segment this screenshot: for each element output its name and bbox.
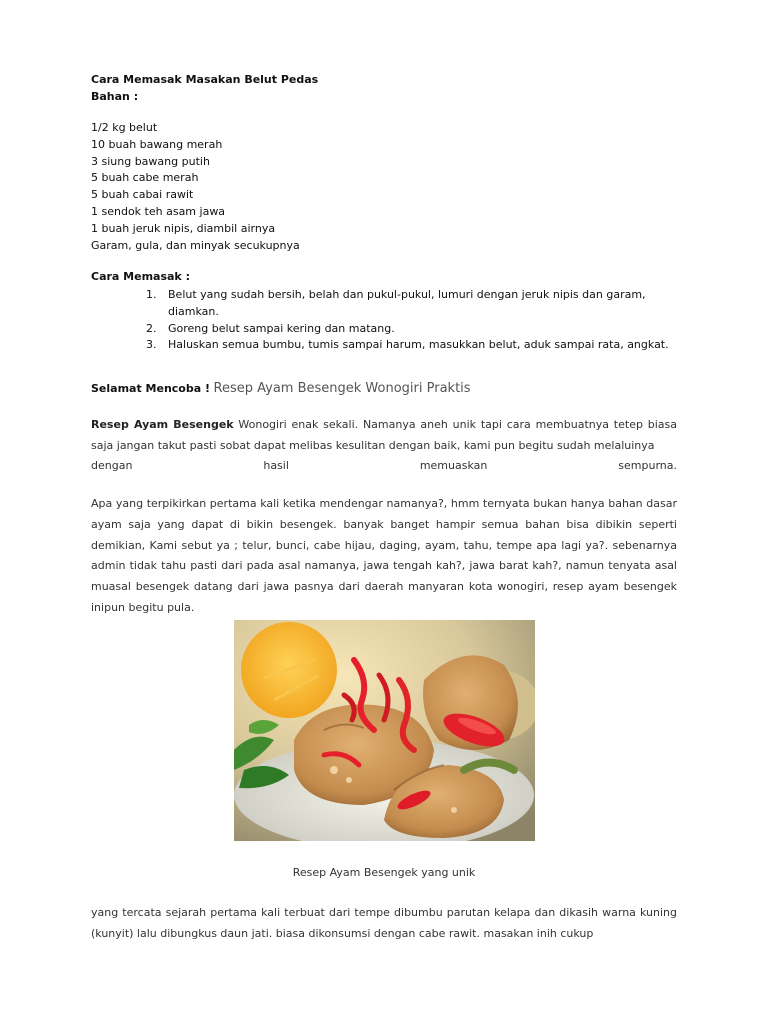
step-item xyxy=(91,337,681,354)
origin-paragraph: yang tercata sejarah pertama kali terbuat dari tempe dibumbu parutan kelapa dan dikasih warna kuning (kunyit) lalu dibungkus daun jati. biasa dikonsumsi dengan cabe rawit. masakan inih cukup xyxy=(91,906,677,940)
steps-list xyxy=(91,287,681,354)
step-item xyxy=(91,321,681,338)
ingredient-item: 1/2 kg belut xyxy=(91,121,158,134)
ingredient-item: 1 buah jeruk nipis, diambil airnya xyxy=(91,221,276,235)
photo-caption: Resep Ayam Besengek yang unik xyxy=(292,866,476,879)
intro-word: sempurna. xyxy=(618,459,677,473)
bahan-label: Bahan : xyxy=(91,90,139,103)
recipe1-title: Cara Memasak Masakan Belut Pedas xyxy=(91,73,319,86)
recipe1-heading xyxy=(91,71,318,105)
step-text: Haluskan semua bumbu, tumis sampai harum, masukkan belut, aduk sampai rata, angkat. xyxy=(168,338,669,352)
intro-lead: Resep Ayam Besengek xyxy=(91,418,234,431)
intro-word: dengan xyxy=(91,459,133,473)
ingredient-item: 5 buah cabe merah xyxy=(91,171,199,185)
ingredient-item: Garam, gula, dan minyak secukupnya xyxy=(91,238,300,252)
step-number: 2. xyxy=(146,321,157,335)
step-text: Belut yang sudah bersih, belah dan pukul-pukul, lumuri dengan jeruk nipis dan garam, diamkan. xyxy=(168,288,646,318)
intro-word: hasil xyxy=(263,459,289,473)
step-number: 1. xyxy=(146,288,157,301)
history-paragraph: Apa yang terpikirkan pertama kali ketika mendengar namanya?, hmm ternyata bukan hanya bahan dasar ayam saja yang dapat di bikin besengek. banyak banget hampir semua bahan bisa dibikin seperti demikian, Kami sebut ya ; telur, bunci, cabe hijau, daging, ayam, tahu, tempe apa lagi ya?. sebenarnya admin tidak tahu pasti dari pada asal namanya, jawa tengah kah?, jawa barat kah?, namun tenyata asal muasal besengek datang dari jawa pasnya dari daerah manyaran kota wonogiri, resep ayam besengek inipun begitu pula. xyxy=(91,497,677,614)
ingredient-item: 3 siung bawang putih xyxy=(91,154,210,168)
ingredient-item: 5 buah cabai rawit xyxy=(91,188,194,202)
closing-line xyxy=(91,381,471,396)
steps-label: Cara Memasak : xyxy=(91,270,190,283)
ayam-besengek-photo xyxy=(234,620,535,841)
intro-paragraph xyxy=(91,415,677,477)
intro-last-line xyxy=(91,456,677,477)
recipe2-heading[interactable]: Resep Ayam Besengek Wonogiri Praktis xyxy=(213,381,471,396)
step-number: 3. xyxy=(146,338,157,352)
ingredient-item: 1 sendok teh asam jawa xyxy=(91,204,226,218)
intro-text: Wonogiri enak sekali. Namanya aneh unik tapi cara membuatnya tetep biasa saja jangan takut pasti sobat dapat melibas kesulitan dengan baik, kami pun begitu sudah melaluinya xyxy=(91,418,677,452)
step-item xyxy=(91,287,681,321)
ingredient-item: 10 buah bawang merah xyxy=(91,137,223,151)
food-photo-illustration xyxy=(234,620,535,841)
intro-word: memuaskan xyxy=(419,459,488,473)
ingredients-list xyxy=(91,120,300,254)
closing-text: Selamat Mencoba ! xyxy=(91,382,211,395)
step-text: Goreng belut sampai kering dan matang. xyxy=(168,321,395,335)
